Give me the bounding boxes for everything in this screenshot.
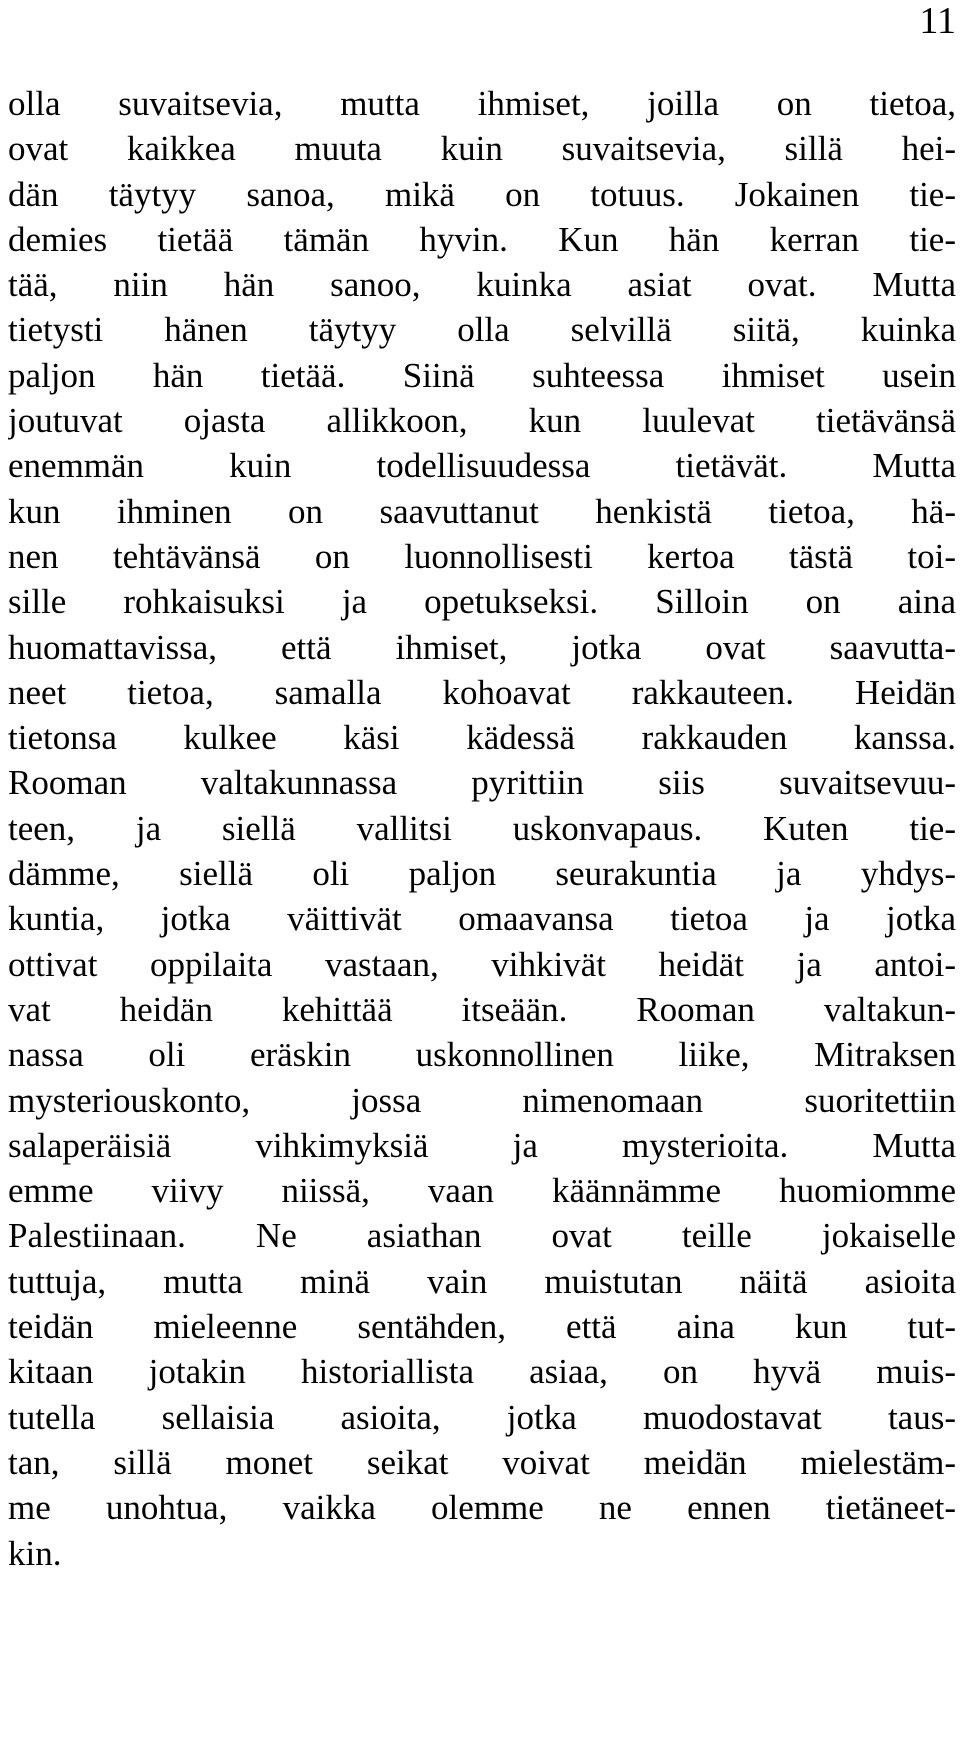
text-line: tää, niin hän sanoo, kuinka asiat ovat. Mutta (8, 265, 956, 305)
text-line: Rooman valtakunnassa pyrittiin siis suvaitsevuu- (8, 763, 956, 803)
text-line: ottivat oppilaita vastaan, vihkivät heidät ja antoi- (8, 944, 956, 984)
text-line: teen, ja siellä vallitsi uskonvapaus. Kuten tie- (8, 808, 956, 848)
text-line: emme viivy niissä, vaan käännämme huomiomme (8, 1171, 956, 1211)
text-line: nen tehtävänsä on luonnollisesti kertoa tästä toi- (8, 536, 956, 576)
text-line: kuntia, jotka väittivät omaavansa tietoa ja jotka (8, 899, 956, 939)
text-line: paljon hän tietää. Siinä suhteessa ihmiset usein (8, 355, 956, 395)
text-line: kitaan jotakin historiallista asiaa, on hyvä muis- (8, 1352, 956, 1392)
text-line: huomattavissa, että ihmiset, jotka ovat saavutta- (8, 627, 956, 667)
text-line: salaperäisiä vihkimyksiä ja mysterioita. Mutta (8, 1125, 956, 1165)
text-line: joutuvat ojasta allikkoon, kun luulevat tietävänsä (8, 401, 956, 441)
text-line: teidän mieleenne sentähden, että aina kun tut- (8, 1307, 956, 1347)
text-line: sille rohkaisuksi ja opetukseksi. Silloin on aina (8, 582, 956, 622)
text-line: ovat kaikkea muuta kuin suvaitsevia, sillä hei- (8, 129, 956, 169)
page-number: 11 (919, 0, 956, 42)
text-line: Palestiinaan. Ne asiathan ovat teille jokaiselle (8, 1216, 956, 1256)
text-line: tietonsa kulkee käsi kädessä rakkauden kanssa. (8, 718, 956, 758)
text-line: tuttuja, mutta minä vain muistutan näitä asioita (8, 1261, 956, 1301)
text-line: tan, sillä monet seikat voivat meidän mielestäm- (8, 1442, 956, 1482)
body-text (8, 81, 956, 1576)
text-line: enemmän kuin todellisuudessa tietävät. Mutta (8, 446, 956, 486)
text-line: tutella sellaisia asioita, jotka muodostavat taus- (8, 1397, 956, 1437)
text-line: neet tietoa, samalla kohoavat rakkauteen. Heidän (8, 672, 956, 712)
text-line: mysteriouskonto, jossa nimenomaan suoritettiin (8, 1080, 956, 1120)
text-line: me unohtua, vaikka olemme ne ennen tietäneet- (8, 1488, 956, 1528)
text-line: olla suvaitsevia, mutta ihmiset, joilla on tietoa, (8, 84, 956, 123)
text-line: kun ihminen on saavuttanut henkistä tietoa, hä- (8, 491, 956, 531)
text-line: vat heidän kehittää itseään. Rooman valtakun- (8, 989, 956, 1029)
text-line: kin. (8, 1533, 62, 1573)
text-line: tietysti hänen täytyy olla selvillä siitä, kuinka (8, 310, 956, 350)
text-line: dämme, siellä oli paljon seurakuntia ja yhdys- (8, 854, 956, 894)
text-line: demies tietää tämän hyvin. Kun hän kerran tie- (8, 219, 956, 259)
text-line: dän täytyy sanoa, mikä on totuus. Jokainen tie- (8, 174, 956, 214)
text-line: nassa oli eräskin uskonnollinen liike, Mitraksen (8, 1035, 956, 1075)
